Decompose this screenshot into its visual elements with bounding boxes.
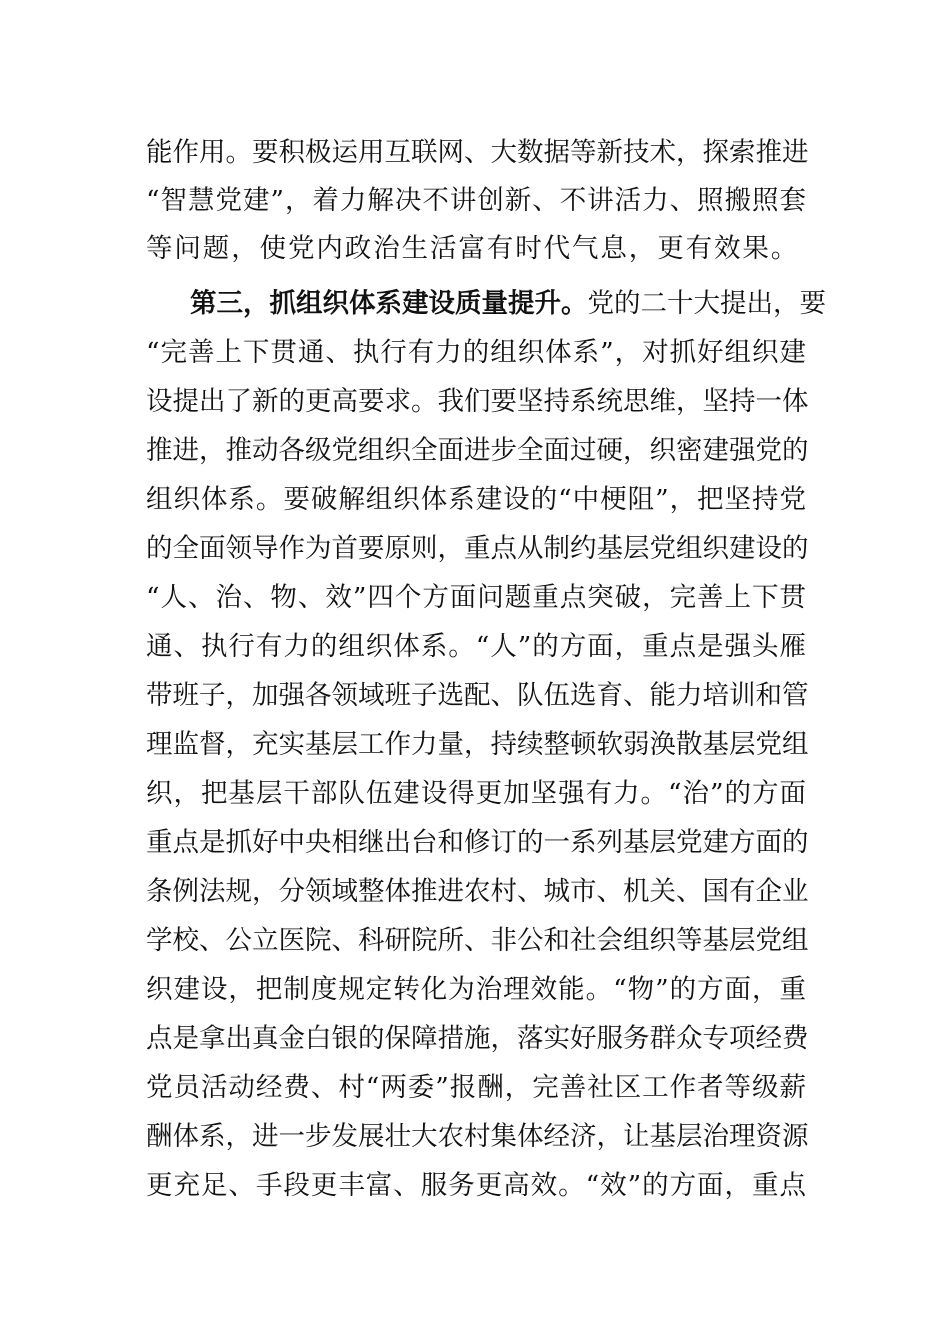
paragraph-line: 理监督，充实基层工作力量，持续整顿软弱涣散基层党组 [146,729,809,760]
paragraph-line: “人、治、物、效”四个方面问题重点突破，完善上下贯 [146,582,806,613]
paragraph-line: 更充足、手段更丰富、服务更高效。“效”的方面，重点 [146,1170,806,1201]
paragraph-line: 学校、公立医院、科研院所、非公和社会组织等基层党组 [146,925,809,956]
paragraph-line: 酬体系，进一步发展壮大农村集体经济，让基层治理资源 [146,1121,809,1152]
paragraph-line: 重点是抓好中央相继出台和修订的一系列基层党建方面的 [146,827,809,858]
paragraph-line: 点是拿出真金白银的保障措施，落实好服务群众专项经费 [146,1023,809,1054]
paragraph-line: “完善上下贯通、执行有力的组织体系”，对抓好组织建 [146,337,806,368]
paragraph-line: 推进，推动各级党组织全面进步全面过硬，织密建强党的 [146,435,809,466]
paragraph-line: 织，把基层干部队伍建设得更加坚强有力。“治”的方面 [146,778,806,809]
paragraph-line: 能作用。要积极运用互联网、大数据等新技术，探索推进 [146,137,809,168]
paragraph-line: 条例法规，分领域整体推进农村、城市、机关、国有企业 [146,876,809,907]
paragraph-line: 等问题，使党内政治生活富有时代气息，更有效果。 [146,233,800,264]
paragraph-line: 的全面领导作为首要原则，重点从制约基层党组织建设的 [146,533,809,564]
section-heading-line [190,284,826,324]
paragraph-line: 带班子，加强各领域班子选配、队伍选育、能力培训和管 [146,680,809,711]
paragraph-line: 设提出了新的更高要求。我们要坚持系统思维，坚持一体 [146,386,809,417]
paragraph-line: “智慧党建”，着力解决不讲创新、不讲活力、照搬照套 [146,185,806,216]
section-heading-continuation: 党的二十大提出，要 [587,288,826,319]
section-heading: 第三，抓组织体系建设质量提升。 [190,288,588,319]
paragraph-line: 通、执行有力的组织体系。“人”的方面，重点是强头雁 [146,631,806,662]
paragraph-line: 织建设，把制度规定转化为治理效能。“物”的方面，重 [146,974,806,1005]
paragraph-line: 组织体系。要破解组织体系建设的“中梗阻”，把坚持党 [146,484,806,515]
paragraph-line: 党员活动经费、村“两委”报酬，完善社区工作者等级薪 [146,1072,806,1103]
